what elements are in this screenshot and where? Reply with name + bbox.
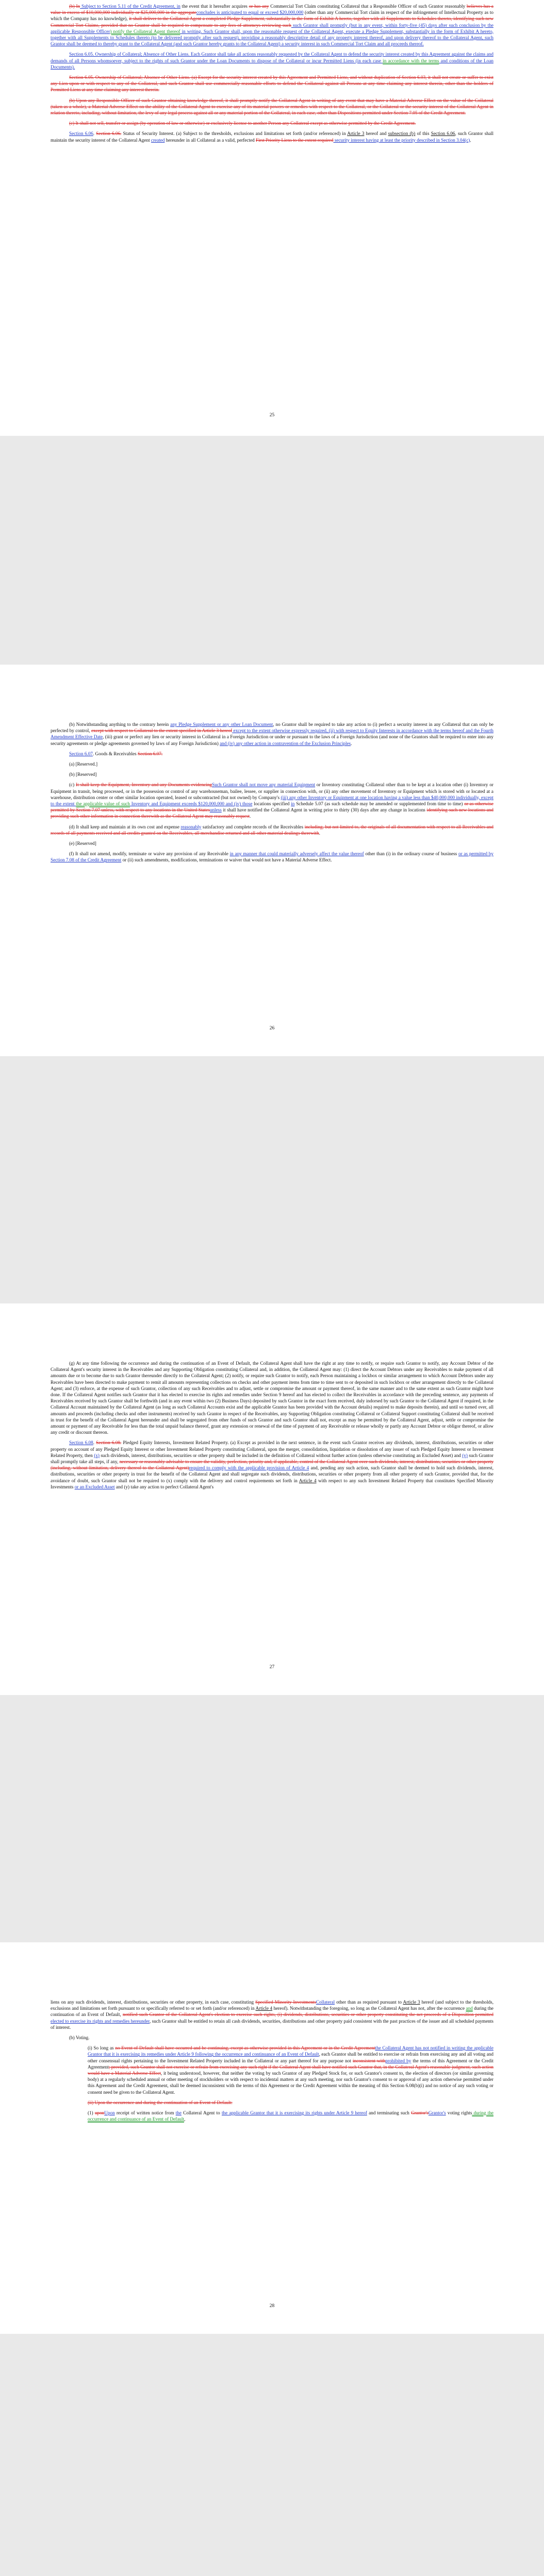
moved-text: during the occurrence and continuance of an Event of Default (88, 2110, 493, 2122)
body-text: . (250, 814, 251, 819)
page-number: 28 (269, 2303, 275, 2309)
body-text: (c) (69, 782, 76, 788)
paragraph-f-receivables (51, 851, 493, 863)
body-text: satisfactory and complete records of the Receivables (201, 824, 305, 829)
inserted-text: (y) (462, 1452, 468, 1458)
body-text: , each Grantor shall be entitled to exercise or refrain from exercising any and all voting and other consensual rights pertaining to the Investment Related Property included in the Collateral or any part thereof for any purpose not (88, 2052, 493, 2063)
section-6-07-number: Section 6.07 (69, 751, 93, 756)
deleted-text: or has any (249, 4, 269, 9)
voting-clause-i (88, 2045, 493, 2095)
moved-text: in accordance with the terms (383, 58, 439, 63)
inserted-text: required to comply with the applicable provision of Article 4 (189, 1465, 309, 1471)
voting-heading: (b) Voting. (69, 2035, 90, 2041)
paragraph-b-deleted: (b) Upon any Responsible Officer of such Grantor obtaining knowledge thereof, it shall promptly notify the Collateral Agent in writing of any event that may have a Material Adverse Effect on the value of the Collateral (taken as a whole), a Material Adverse Effect on the ability of the Collateral Agent to exercise any of its material powers or remedies with respect to the Collateral, or the Collateral or the security interest of the Collateral Agent in relation thereto, including, without limitation, the levy of any legal process against all or any material portion of the Collateral, in each case, other than Dispositions permitted under Section 7.05 of the Credit Agreement. (51, 97, 493, 116)
body-text: with respect to any such Investment Related Property that constitutes Specified Minority Investments (51, 1478, 493, 1489)
document-page-25 (0, 0, 544, 436)
body-text: Pledged Equity Interests, Investment Related Property. (a) Except as provided in the next sentence, in the event such Grantor receives any dividends, interest, distributions, securities or other property on account of any Pledged Equity Interest or other Investment Related Property constituting Collateral, upon the merger, consolidation, liquidation or dissolution of any issuer of such Pledged Equity Interest or Investment Related Property, then (51, 1440, 493, 1458)
reserved-a: (a) [Reserved.] (69, 761, 98, 767)
page-number: 25 (269, 413, 275, 418)
body-text: (1) (88, 2110, 95, 2116)
deleted-text: ; provided, such Grantor shall not exercise or refrain from exercising any such right if the Collateral Agent shall have notified such Grantor that, in the Collateral Agent's reasonable judgment, such action would have a Material Adverse Effect (88, 2064, 493, 2076)
inserted-text: Section 6.06 (69, 131, 93, 137)
section-6-07-title: . Goods & Receivables (92, 751, 137, 756)
inserted-text: prohibited by (385, 2058, 411, 2063)
body-text: other than as required pursuant to (335, 1999, 403, 2005)
body-text: the event that it hereafter acquires (180, 4, 249, 9)
paragraph-c-equipment (51, 782, 493, 819)
body-text: hereof). Notwithstanding the foregoing, so long as the Collateral Agent has not, after the occurrence (272, 2006, 466, 2011)
inserted-text: concludes is anticipated to equal or exceed $20,000,000 (196, 10, 304, 15)
inserted-text: or as permitted by Section 7.08 of the Credit Agreement (51, 851, 493, 863)
page-number: 26 (269, 1026, 275, 1031)
inserted-text: and (iv) any other action in contravention of the Exclusion Principles (220, 740, 351, 746)
body-text: (other than any Commercial Tort claim in respect of the infringement of Intellectual Property as to which the Company has no knowledge), (51, 10, 493, 22)
inserted-text: Section 6.05. Ownership of Collateral; Absence of Other Liens. Each Grantor shall take all actions reasonably requested by the Collateral Agent to defend the security interest created by this Agreement against the claims and demands of all Persons whomsoever, subject to the rights of such Grantor under the Loan Documents to dispose of the Collateral or incur Permitted Liens (in each case (51, 52, 493, 63)
body-text: receipt of written notice from (114, 2110, 176, 2116)
body-text: Article 4 (255, 2006, 273, 2011)
body-text: , it being understood, however, that neither the voting by such Grantor of any Pledged Stock for, or such Grantor's consent to, the election of directors (or similar governing body) at a regularly scheduled annual or other meeting of stockholders or with respect to incidental matters at any such meeting, nor such Grantor's consent to or approval of any action otherwise permitted under this Agreement and the Credit Agreement, shall be deemed inconsistent with the terms of this Agreement or the Credit Agreement within the meaning of this Section 6.08(b)(i) and no notice of any such voting or consent need be given to the Collateral Agent. (88, 2071, 494, 2095)
body-text: Article 3 (347, 131, 365, 137)
deleted-text: Specified Minority Investments (255, 1999, 316, 2005)
body-text: and terminating such (367, 2110, 411, 2116)
body-text: . (351, 740, 352, 746)
inserted-text: the (175, 2110, 182, 2116)
inserted-text: the applicable Grantor that it is exercising its rights under Article 9 hereof (221, 2110, 367, 2116)
inserted-text: created (151, 137, 165, 143)
body-text: and (y) take any action to perfect Collateral Agent's (114, 1484, 214, 1489)
inserted-text: except to the extent otherwise expressly required, (ii) with respect to Equity Interests in accordance with the terms hereof and the Fourth Amendment Effective Date (51, 728, 493, 740)
deleted-text: It shall keep the Equipment, Inventory and any Documents evidencing (76, 782, 212, 788)
body-text: during the continuation of an Event of Default, (51, 2006, 494, 2018)
deleted-text: including, but not limited to, the originals of all documentation with respect to all Receivables and records of all payments received and all credits granted on the Receivables, all merchandise returned and all other material dealings therewith (51, 824, 493, 836)
body-text: Article 3 (403, 1999, 420, 2005)
inserted-text: Collateral (316, 1999, 335, 2005)
inserted-text: Section 6.08 (69, 1440, 93, 1446)
document-page-27 (0, 1303, 544, 1695)
section-6-07-deleted: Section 6.07. (137, 751, 163, 756)
inserted-text: in writing. Such Grantor shall, upon the reasonable request of the Collateral Agent, execute a Pledge Supplement, substantially in the form of Exhibit A hereto, together with all Supplements to Schedules thereto (to be delivered promptly after such request), providing a reasonably descriptive detail of any property interest thereof, and upon delivery thereof to the Collateral Agent, such Grantor shall be deemed to thereby grant to the Collateral Agent (and such Grantor hereby grants to the Collateral Agent) a security interest in such Commercial Tort Claim and all proceeds thereof. (51, 28, 493, 47)
deleted-text: notified such Grantor of the Collateral Agent's election to exercise such rights, (i) dividends, distributions, securities or other property constituting the net proceeds of a Disposition permitted (122, 2012, 493, 2018)
inserted-text: (iii) any other Inventory or Equipment at one location having a value less than $40,000,000 individually, except to the extent (51, 794, 493, 807)
deleted-text: Grantor's (411, 2110, 428, 2116)
body-text: , (iii) grant or perfect any lien or security interest in Collateral in a Foreign Jurisdiction or under or pursuant to the laws of a Foreign Jurisdiction (and none of the Grantors shall be required to enter into any security agreements or pledge agreements governed by laws of any Foreign Jurisdiction) (51, 734, 493, 746)
body-text: other than (i) in the ordinary course of business (364, 851, 458, 857)
body-text: liens on any such dividends, interest, distributions, securities or other property, in each case, constituting (51, 1999, 256, 2005)
section-6-07-heading (51, 751, 493, 757)
body-text: , no Grantor shall be required to take any action to (i) perfect a security interest in any Collateral that can only be perfected by control, (51, 722, 493, 734)
body-text: hereof (and subject to the thresholds, exclusions and limitations set forth pursuant to or specifically referred to or set forth (and/or referenced) in (51, 1999, 494, 2011)
inserted-text: such Grantor shall promptly (but in any event, within forty-five (45) days after such conclusion by the applicable Responsible Officer (51, 22, 493, 34)
inserted-text: in any manner that could materially adversely affect the value thereof (229, 851, 364, 857)
inserted-text: reasonably (180, 824, 202, 829)
paragraph-continued (51, 1999, 493, 2030)
document-page-26 (0, 665, 544, 1056)
section-6-05-deleted: Section 6.05. Ownership of Collateral; Absence of Other Liens. (a) Except for the security interest created by this Agreement and Permitted Liens, and without duplication of Section 6.03, it shall not create or suffer to exist any Lien upon or with respect to any of the Collateral, and such Grantor shall use commercially reasonable efforts to defend the Collateral against all Persons at any time claiming any interest therein, other than the holders of Permitted Liens at any time claiming any interest therein. (51, 75, 493, 93)
body-text: Section 6.06 (431, 131, 455, 137)
inserted-text: and conditions of the Loan Documents). (51, 58, 493, 70)
paragraph-b-notwithstanding (51, 721, 493, 747)
deleted-text: except with respect to Collateral to the extent specified in Article 3 hereof (91, 728, 233, 734)
section-6-05-inserted (51, 51, 493, 70)
deleted-text: First Priority Liens to the extent required (255, 137, 334, 143)
body-text: Schedule 5.07 (as such schedule may be amended or supplemented from time to time) (294, 801, 465, 807)
inserted-text: security interest having at least the priority described in Section 3.04(c) (333, 137, 470, 143)
moved-text: and (466, 2006, 473, 2011)
paragraph-c-deleted: (c) It shall not sell, transfer or assign (by operation of law or otherwise) or exclusively license to another Person any Collateral except as otherwise permitted by the Credit Agreement. (69, 121, 416, 126)
deleted-text: identifying such new locations and providing such other information in connection therewith as the Collateral Agent may reasonably request (51, 807, 493, 819)
deleted-text: Section 6.08. (96, 1440, 122, 1446)
paragraph-g-event-of-default: (g) At any time following the occurrence and during the continuation of an Event of Default, the Collateral Agent shall have the right at any time to notify, or require such Grantor to notify, any Account Debtor of the Collateral Agent's security interest in the Receivables and any Supporting Obligation constituting Collateral and, in addition, the Collateral Agent may: (1) direct the Account Debtors under any Receivables to make payment of all amounts due or to become due to such Grantor thereunder directly to the Collateral Agent; (2) notify, or require such Grantor to notify, each Person maintaining a lockbox or similar arrangement to which Account Debtors under any Receivables have been directed to make payment to remit all amounts representing collections on checks and other payment items from time to time sent to or deposited in such lockbox or other arrangement directly to the Collateral Agent; and (3) enforce, at the expense of such Grantor, collection of any such Receivables and to adjust, settle or compromise the amount or payment thereof, in the same manner and to the same extent as such Grantor might have done. If the Collateral Agent notifies such Grantor that it has elected to exercise its rights and remedies under Section 9 hereof and has elected to collect the Receivables in accordance with the preceding sentence, any payments of Receivables received by such Grantor shall be forthwith (and in any event within two (2) Business Days) deposited by such Grantor in the exact form received, duly indorsed by such Grantor to the Collateral Agent if required, in the Collateral Account maintained by the Collateral Agent (as long as such Collateral Accounts exist and the applicable Grantor has been provided with the Account details) required to make deposits therein), and until so turned over, all amounts and proceeds (including checks and other instruments) received by such Grantor in respect of the Receivables, any Supporting Obligation constituting Collateral or Collateral Support constituting Collateral shall be received in trust for the benefit of the Collateral Agent hereunder and shall be segregated from other funds of such Grantor and such Grantor shall not, except as may be permitted by the Collateral Agent, adjust, settle or compromise the amount or payment of any Receivable for less than the total unpaid balance thereof, grant any extension or renewal of the time of payment of any Receivable or release wholly or partly any Account Debtor or obligor thereof, or allow any credit or discount thereon. (51, 1361, 493, 1435)
deleted-text: Section 6.06. (96, 131, 122, 137)
inserted-text: in (291, 801, 295, 807)
reserved-e: (e) [Reserved] (69, 841, 96, 846)
section-6-08 (51, 1439, 493, 1490)
body-text: . (319, 830, 320, 836)
moved-text: ) notify the Collateral Agent thereof (110, 28, 180, 34)
body-text: and, pending any such action, such Grantor shall be deemed to hold such dividends, interest, distributions, securities or other property in trust for the benefit of the Collateral Agent and shall segregate such dividends, distributions, securities or other property from all other property of such Grantor, provided that, for the avoidance of doubt, such Grantor shall not be required to (x) comply with the delivery and control requirements set forth in (51, 1465, 493, 1483)
deleted-text: upon (94, 2110, 105, 2116)
reserved-b: (b) [Reserved] (69, 772, 97, 777)
voting-clause-1 (88, 2110, 493, 2122)
body-text: such dividends, interest, distributions, securities or other property shall be included in the definition of Collateral without further action (unless otherwise constituting an Excluded Asset) and (99, 1452, 463, 1458)
inserted-text: unless (209, 807, 222, 813)
inserted-text: Such Grantor shall not move any material Equipment (212, 782, 316, 788)
body-text: , such Grantor shall be entitled to retain all cash dividends, securities, distributions and other property paid consistent with the past practices of the issuer and all scheduled payments of interest. (51, 2018, 493, 2030)
body-text: locations specified (252, 801, 291, 807)
document-page-28 (0, 1942, 544, 2334)
body-text: such Grantor shall promptly take all steps, if any, (51, 1452, 493, 1465)
inserted-text: any Pledge Supplement or any other Loan Document (170, 722, 273, 727)
deleted-text: (b) In (69, 4, 80, 9)
body-text: . (93, 1440, 96, 1446)
body-text: or Inventory constituting Collateral other than to be kept at a location other (i) Inventory or Equipment in transit, being processed, or in the possession or control of any warehouseman, bailee, lessee, or supplier in connection with, or (ii) any other movement of Inventory or Equipment which is stored with or located at a warehouse, distribution center or other similar location operated, leased or subcontracted (but not owned) by Company's (51, 782, 493, 800)
body-text: the terms of this Agreement or the Credit Agreement (88, 2058, 494, 2070)
body-text: , (184, 2116, 186, 2122)
inserted-text: Inventory and Equipment exceeds $120,000,000 and (iv) those (129, 801, 253, 807)
body-text: (b) Notwithstanding anything to the contrary herein (69, 722, 171, 727)
moved-text: the applicable value of such (76, 801, 130, 807)
inserted-text: Upon (104, 2110, 115, 2116)
body-text: (d) It shall keep and maintain at its own cost and expense (69, 824, 181, 829)
body-text: hereof and (364, 131, 388, 137)
inserted-text: Subject to Section 5.11 of the Credit Agreement, in (80, 4, 180, 9)
deleted-text: no Event of Default shall have occurred and be continuing, except as otherwise provided in this Agreement or in the Credit Agreement (115, 2045, 375, 2051)
body-text: voting rights (446, 2110, 472, 2116)
body-text: of this (415, 131, 431, 137)
paragraph-d-records (51, 824, 493, 836)
inserted-text: Grantor's (428, 2110, 446, 2116)
deleted-text: necessary or reasonably advisable to ensure the validity, perfection, priority and, if applicable, control of the Collateral Agent over such dividends, interest, distributions, securities or other property (including, without limitation, delivery thereof to the Collateral Agent) (51, 1459, 493, 1471)
body-text: hereunder in all Collateral as a valid, perfected (164, 137, 256, 143)
deleted-text: it shall deliver to the Collateral Agent a completed Pledge Supplement, substantially in the form of Exhibit A hereto, together with all Supplements to Schedules thereto, identifying such new Commercial Tort Claims, provided that no Grantor shall be required to compensate to any fees of attorneys reviewing such (51, 16, 493, 28)
body-text: subsection (b) (388, 131, 416, 137)
body-text: it shall have notified the Collateral Agent in writing prior to thirty (30) days after any change in locations (221, 807, 427, 813)
page-number: 27 (269, 1665, 275, 1670)
deleted-text: or as otherwise permitted by Section 7.07 unless, with respect to any locations in the United States (51, 801, 493, 813)
inserted-text: (x) (94, 1452, 100, 1458)
deleted-text: inconsistent with (352, 2058, 386, 2063)
body-text: . (470, 137, 471, 143)
body-text: , such Grantor shall maintain the security interest of the Collateral Agent (51, 131, 494, 143)
body-text: or (ii) such amendments, modifications, terminations or waiver that would not have a Material Adverse Effect. (121, 857, 332, 863)
body-text: (f) It shall not amend, modify, terminate or waive any provision of any Receivable (69, 851, 230, 857)
section-6-06 (51, 130, 493, 143)
body-text: . (93, 131, 96, 137)
body-text: Commercial Tort Claim constituting Collateral that a Responsible Officer of such Grantor reasonably (269, 4, 467, 9)
inserted-text: or an Excluded Asset (74, 1484, 115, 1489)
body-text: (i) So long as (88, 2045, 116, 2051)
inserted-text: the Collateral Agent has not notified in writing the applicable Grantor that it is exercising its remedies under Article 9 following the occurrence and continuance of an Event of Default (88, 2045, 493, 2057)
body-text: Collateral Agent to (181, 2110, 222, 2116)
deleted-text: believes has a value in excess of $10,000,000 individually or $25,000,000 in the aggregate (51, 4, 494, 15)
inserted-text: elected to exercise its rights and remedies hereunder (51, 2018, 150, 2024)
body-text: Status of Security Interest. (a) Subject to the thresholds, exclusions and limitations set forth (and/or referenced) in (121, 131, 348, 137)
voting-clause-ii-deleted: (ii) Upon the occurrence and during the continuation of an Event of Default: (88, 2099, 233, 2105)
body-text: Article 4 (299, 1478, 317, 1483)
paragraph-commercial-tort (51, 3, 493, 47)
